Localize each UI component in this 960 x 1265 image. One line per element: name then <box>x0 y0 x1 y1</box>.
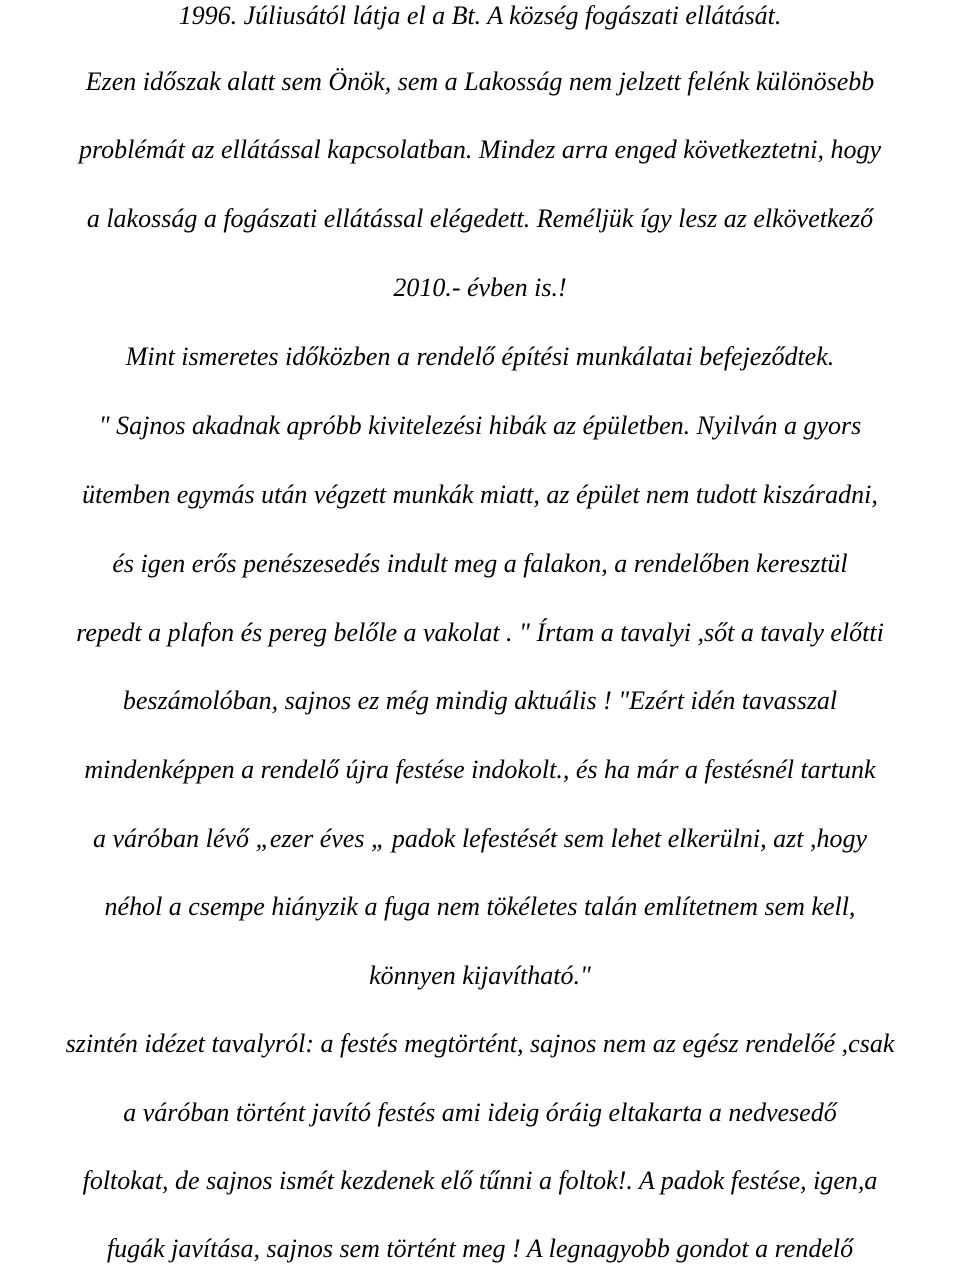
text-line-15: könnyen kijavítható." <box>369 961 591 990</box>
text-line-7: " Sajnos akadnak apróbb kivitelezési hibák az épületben. Nyilván a gyors <box>98 411 862 440</box>
text-line-10: repedt a plafon és pereg belőle a vakolat . " Írtam a tavalyi ,sőt a tavaly előtti <box>76 618 884 647</box>
text-line-8: ütemben egymás után végzett munkák miatt, az épület nem tudott kiszáradni, <box>82 480 878 509</box>
text-line-16: szintén idézet tavalyról: a festés megtörtént, sajnos nem az egész rendelőé ,csak <box>65 1029 895 1058</box>
text-line-18: foltokat, de sajnos ismét kezdenek elő tűnni a foltok!. A padok festése, igen,a <box>82 1166 878 1195</box>
text-line-4: a lakosság a fogászati ellátással elégedett. Reméljük így lesz az elkövetkező <box>86 204 874 233</box>
text-line-17: a váróban történt javító festés ami ideig óráig eltakarta a nedvesedő <box>123 1098 837 1127</box>
text-line-11: beszámolóban, sajnos ez még mindig aktuális ! "Ezért idén tavasszal <box>122 686 838 715</box>
text-line-6: Mint ismeretes időközben a rendelő építési munkálatai befejeződtek. <box>125 342 835 371</box>
text-line-5: 2010.- évben is.! <box>393 273 567 302</box>
text-line-2: Ezen időszak alatt sem Önök, sem a Lakosság nem jelzett felénk különösebb <box>85 67 875 96</box>
text-line-13: a váróban lévő „ezer éves „ padok lefestését sem lehet elkerülni, azt ,hogy <box>92 824 868 853</box>
text-line-3: problémát az ellátással kapcsolatban. Mindez arra enged következtetni, hogy <box>78 135 881 164</box>
text-line-14: néhol a csempe hiányzik a fuga nem tökéletes talán említetnem sem kell, <box>104 892 856 921</box>
text-line-19: fugák javítása, sajnos sem történt meg ! A legnagyobb gondot a rendelő <box>106 1234 854 1263</box>
text-line-9: és igen erős penészesedés indult meg a falakon, a rendelőben keresztül <box>112 549 848 578</box>
text-line-1: 1996. Júliusától látja el a Bt. A község fogászati ellátását. <box>178 1 782 30</box>
text-line-12: mindenképpen a rendelő újra festése indokolt., és ha már a festésnél tartunk <box>84 755 876 784</box>
